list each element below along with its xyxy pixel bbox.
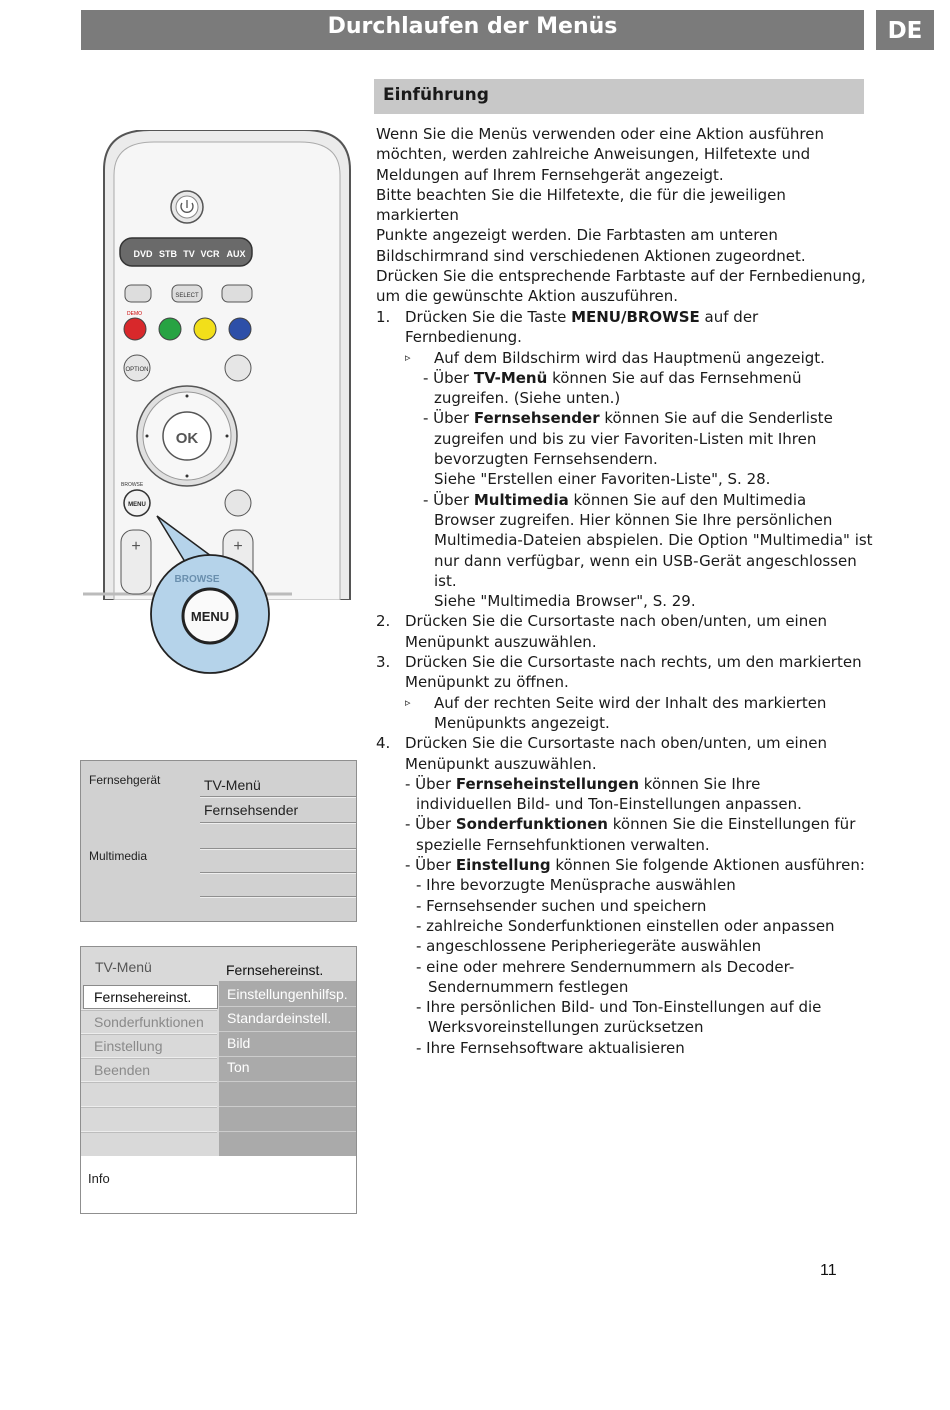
- intro-paragraph: Bitte beachten Sie die Hilfetexte, die für die jeweiligen markierten Punkte angezeigt werden. Die Farbtasten am unteren Bildschirmrand sind verschiedenen Aktionen zugeordnet.: [376, 185, 806, 265]
- result-text: Auf der rechten Seite wird der Inhalt des markierten: [434, 693, 827, 712]
- sub-item-text: Browser zugreifen. Hier können Sie Ihre persönlichen: [434, 510, 833, 529]
- triangle-arrow-icon: ▹: [405, 695, 411, 709]
- steps-list: [376, 307, 876, 1058]
- list-item: - eine oder mehrere Sendernummern als Decoder-: [416, 957, 795, 976]
- guide-book-icon: [225, 355, 251, 381]
- list-item: - Ihre Fernsehsoftware aktualisieren: [416, 1038, 685, 1057]
- sub-item-tv-menu: - Über TV-Menü können Sie auf das Fernsehmenü: [423, 368, 802, 387]
- menu-divider: [81, 1033, 217, 1035]
- step-number: 3.: [376, 653, 391, 672]
- menu-divider: [200, 896, 356, 898]
- page-header: Durchlaufen der Menüs: [81, 10, 864, 50]
- step-text: Drücken Sie die Taste: [405, 308, 572, 326]
- key-name: MENU/BROWSE: [571, 308, 700, 326]
- submenu-divider: [219, 1081, 356, 1082]
- submenu-divider: [219, 1006, 356, 1007]
- menu-item: Sonderfunktionen: [94, 1014, 204, 1030]
- list-item: Werksvoreinstellungen zurücksetzen: [428, 1018, 704, 1037]
- list-item: - Fernsehsender suchen und speichern: [416, 896, 707, 915]
- menu-divider: [81, 1057, 217, 1059]
- sub-item-channels: - Über Fernsehsender können Sie auf die Senderliste: [423, 409, 833, 428]
- svg-text:+: +: [233, 538, 243, 555]
- green-button: [159, 318, 181, 340]
- step-text: auf der: [699, 308, 759, 326]
- step-text: Menüpunkt zu öffnen.: [405, 673, 569, 692]
- main-menu-screenshot: [80, 760, 357, 922]
- menu-divider: [200, 796, 356, 798]
- sub-item-text: zugreifen. (Siehe unten.): [434, 389, 621, 408]
- svg-text:+: +: [131, 538, 141, 555]
- info-label: Info: [88, 1171, 110, 1186]
- sub-item-text: Siehe "Multimedia Browser", S. 29.: [434, 592, 696, 611]
- ok-label: OK: [175, 430, 199, 447]
- list-item: Sendernummern festlegen: [428, 977, 629, 996]
- submenu-item: Standardeinstell.: [227, 1010, 332, 1026]
- sub-item-text: zugreifen und bis zu vier Favoriten-Listen mit Ihren: [434, 429, 817, 448]
- teletext-icon: [225, 490, 251, 516]
- intro-text: [376, 124, 866, 307]
- intro-paragraph: Wenn Sie die Menüs verwenden oder eine Aktion ausführen möchten, werden zahlreiche Anweisungen, Hilfetexte und Meldungen auf Ihrem Fernsehgerät angezeigt.: [376, 125, 824, 184]
- sub-item-text: Siehe "Erstellen einer Favoriten-Liste", S. 28.: [434, 470, 771, 489]
- step-number: 4.: [376, 734, 391, 753]
- section-heading: Einführung: [374, 79, 864, 114]
- list-item: - Ihre persönlichen Bild- und Ton-Einstellungen auf die: [416, 998, 822, 1017]
- blue-button: [229, 318, 251, 340]
- list-item: - zahlreiche Sonderfunktionen einstellen oder anpassen: [416, 916, 835, 935]
- step-text: Fernbedienung.: [405, 328, 522, 347]
- result-text: Auf dem Bildschirm wird das Hauptmenü angezeigt.: [434, 348, 825, 367]
- triangle-arrow-icon: ▹: [405, 350, 411, 364]
- step-number: 2.: [376, 612, 391, 631]
- submenu-divider: [219, 1056, 356, 1057]
- list-item: - angeschlossene Peripheriegeräte auswählen: [416, 937, 762, 956]
- source-button-label: DVD: [133, 249, 153, 259]
- menu-divider: [200, 872, 356, 874]
- menu-category: Multimedia: [89, 849, 148, 863]
- tv-menu-screenshot: [80, 946, 357, 1214]
- menu-item: Fernsehsender: [204, 802, 299, 818]
- menu-category: Fernsehgerät: [89, 773, 161, 787]
- sub-item-text: nur dann verfügbar, wenn ein USB-Gerät angeschlossen ist.: [434, 551, 857, 590]
- intro-paragraph: Drücken Sie die entsprechende Farbtaste auf der Fernbedienung, um die gewünschte Aktion auszuführen.: [376, 267, 866, 306]
- submenu-title: Fernsehereinst.: [226, 962, 324, 978]
- sub-item-setup: - Über Einstellung können Sie folgende Aktionen ausführen:: [405, 856, 865, 875]
- menu-item: TV-Menü: [204, 777, 261, 793]
- list-item: - Ihre bevorzugte Menüsprache auswählen: [416, 876, 736, 895]
- step-text: Drücken Sie die Cursortaste nach oben/unten, um einen: [405, 612, 827, 631]
- sub-item-tv-settings: - Über Fernseheinstellungen können Sie Ihre: [405, 774, 761, 793]
- source-button-label: VCR: [200, 249, 220, 259]
- sub-item-text: spezielle Fernsehfunktionen verwalten.: [416, 835, 710, 854]
- step-text: Menüpunkt auszuwählen.: [405, 632, 597, 651]
- menu-divider: [81, 1106, 217, 1108]
- step-4: [376, 733, 876, 753]
- step-text: Drücken Sie die Cursortaste nach oben/unten, um einen: [405, 734, 827, 753]
- menu-label-zoom: MENU: [190, 609, 230, 624]
- sub-item-text: Multimedia-Dateien abspielen. Die Option "Multimedia" ist: [434, 531, 873, 550]
- step-text: Drücken Sie die Cursortaste nach rechts, um den markierten: [405, 653, 862, 672]
- menu-item: Einstellung: [94, 1038, 163, 1054]
- selected-menu-item: Fernsehereinst.: [83, 985, 218, 1009]
- select-label: SELECT: [175, 293, 199, 299]
- menu-divider: [81, 1131, 217, 1133]
- language-badge: DE: [876, 10, 934, 50]
- source-button-label: AUX: [226, 249, 246, 259]
- sub-item-text: individuellen Bild- und Ton-Einstellungen anpassen.: [416, 795, 802, 814]
- menu-title: TV-Menü: [95, 959, 152, 975]
- red-button: [124, 318, 146, 340]
- submenu-item: Ton: [227, 1059, 250, 1075]
- source-button-label: STB: [159, 249, 177, 259]
- result-line: [376, 693, 876, 713]
- menu-divider: [200, 822, 356, 824]
- submenu-divider: [219, 1131, 356, 1132]
- remote-control-illustration: [80, 130, 370, 695]
- menu-divider: [200, 848, 356, 850]
- browse-label-zoom: BROWSE: [174, 574, 220, 585]
- result-line: [376, 348, 876, 368]
- sub-item-text: bevorzugten Fernsehsendern.: [434, 450, 658, 469]
- sub-item-special-functions: - Über Sonderfunktionen können Sie die Einstellungen für: [405, 815, 856, 834]
- yellow-button: [194, 318, 216, 340]
- step-1: [376, 307, 876, 327]
- step-text: Menüpunkt auszuwählen.: [405, 754, 597, 773]
- menu-divider: [81, 1009, 217, 1011]
- step-3: [376, 652, 876, 672]
- sub-item-multimedia: - Über Multimedia können Sie auf den Multimedia: [423, 490, 807, 509]
- info-button: [125, 285, 151, 302]
- submenu-item: Bild: [227, 1035, 251, 1051]
- submenu-divider: [219, 1031, 356, 1032]
- result-text: Menüpunkts angezeigt.: [434, 713, 610, 732]
- option-label: OPTION: [125, 367, 149, 373]
- step-2: [376, 611, 876, 631]
- power-icon: [171, 191, 203, 223]
- browse-label-small: BROWSE: [121, 482, 144, 488]
- submenu-divider: [219, 1106, 356, 1107]
- submenu-item: Einstellungenhilfsp.: [227, 986, 348, 1002]
- menu-divider: [81, 1081, 217, 1083]
- step-number: 1.: [376, 308, 391, 326]
- menu-label-small: MENU: [128, 502, 146, 508]
- source-button-label: TV: [183, 249, 195, 259]
- page-number: 11: [820, 1262, 837, 1279]
- dual-screen-button: [222, 285, 252, 302]
- demo-label: DEMO: [127, 311, 142, 317]
- menu-item: Beenden: [94, 1062, 151, 1078]
